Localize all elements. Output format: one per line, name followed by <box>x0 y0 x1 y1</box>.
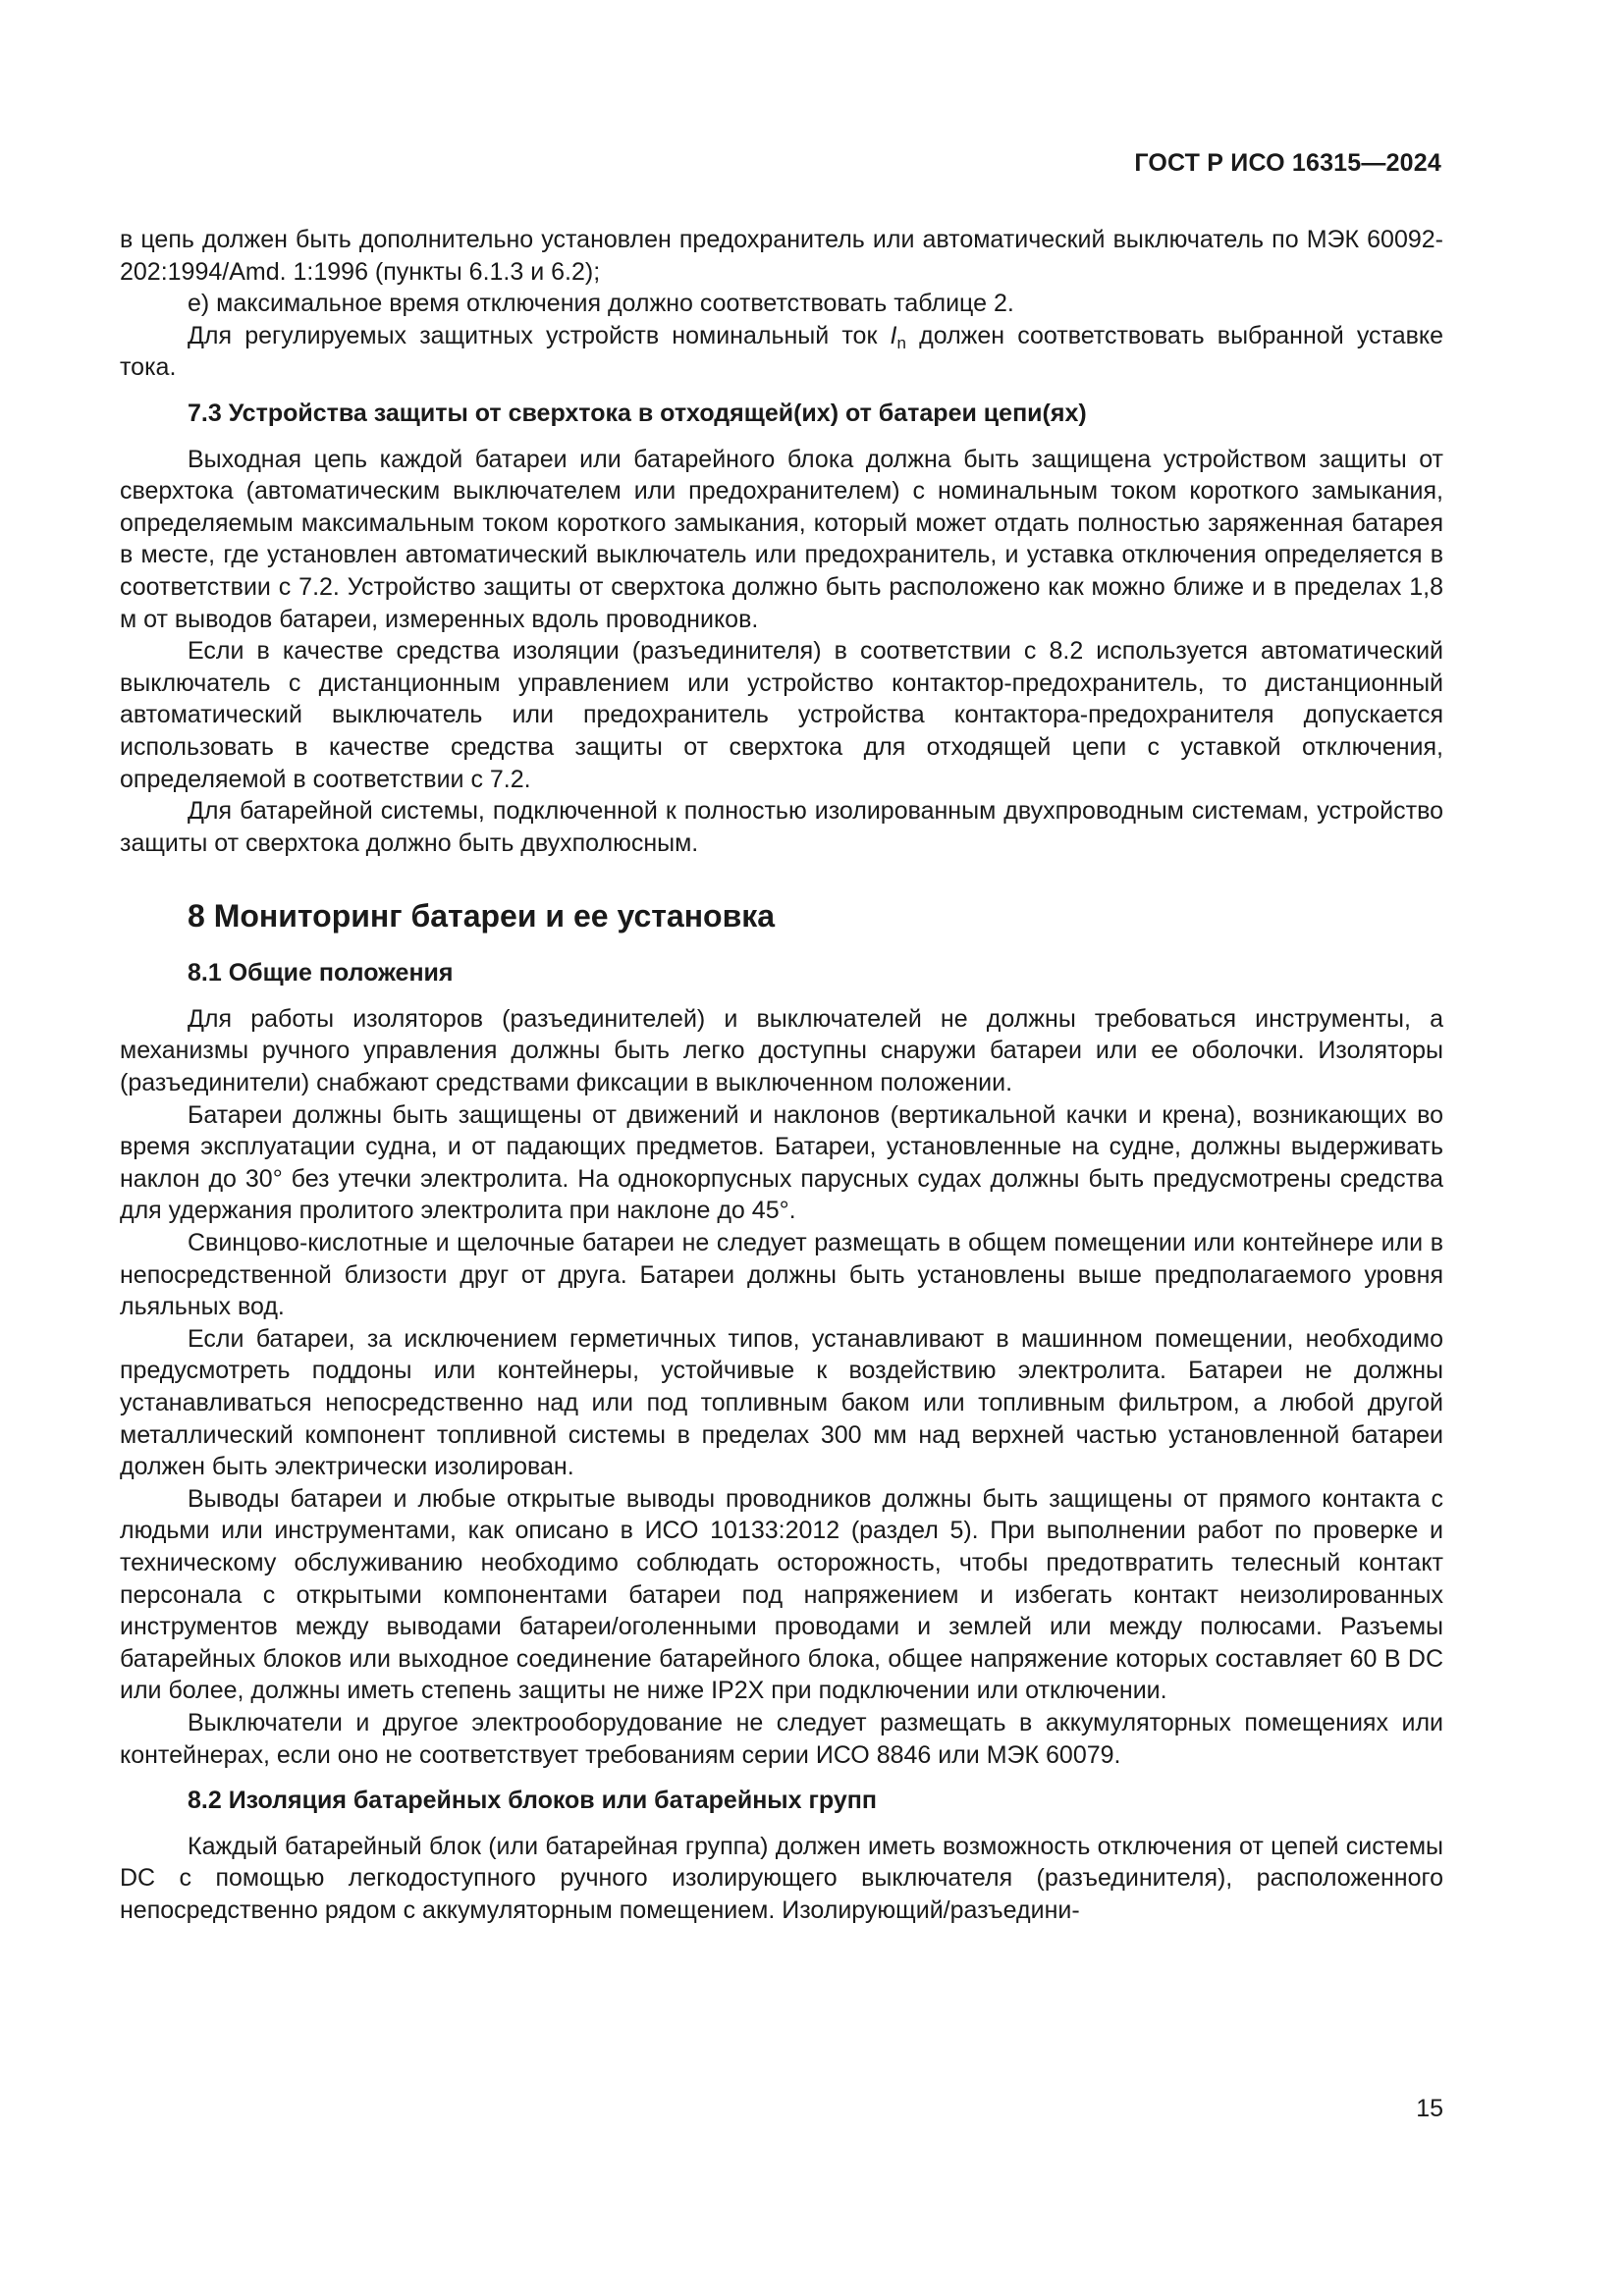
paragraph-intro: в цепь должен быть дополнительно установлен предохранитель или автоматический выключатель по МЭК 60092-202:1994/Amd. 1:1996 (пункты 6.1.3 и 6.2); <box>120 226 1443 286</box>
rated-current-symbol: I <box>890 321 897 349</box>
document-header-standard-id: ГОСТ Р ИСО 16315—2024 <box>1134 149 1441 177</box>
paragraph-adjustable-text-b: должен соответствовать выбранной уставке тока. <box>120 321 1444 382</box>
subsection-7-3-paragraph-1: Выходная цепь каждой батареи или батарейного блока должна быть защищена устройством защиты от сверхтока (автоматическим выключателем или предохранителем) с номинальным током короткого замыкания, определяемым максимальным током короткого замыкания, который может отдать полностью заряженная батарея в месте, где установлен автоматический выключатель или предохранитель, и уставка отключения определяется в соответствии с 7.2. Устройство защиты от сверхтока должно быть расположено как можно ближе и в пределах 1,8 м от выводов батареи, измеренных вдоль проводников. <box>120 445 1443 633</box>
subsection-8-1-paragraph-2: Батареи должны быть защищены от движений и наклонов (вертикальной качки и крена), возникающих во время эксплуатации судна, и от падающих предметов. Батареи, установленные на судне, должны выдерживать наклон до 30° без утечки электролита. На однокорпусных парусных судах должны быть предусмотрены средства для удержания пролитого электролита при наклоне до 45°. <box>120 1100 1443 1225</box>
subsection-8-1-paragraph-3: Свинцово-кислотные и щелочные батареи не следует размещать в общем помещении или контейнере или в непосредственной близости друг от друга. Батареи должны быть установлены выше предполагаемого уровня льяльных вод. <box>120 1229 1443 1321</box>
subsection-8-2-paragraph-1: Каждый батарейный блок (или батарейная группа) должен иметь возможность отключения от цепей системы DC с помощью легкодоступного ручного изолирующего выключателя (разъединителя), расположенного непосредственно рядом с аккумуляторным помещением. Изолирующий/разъедини- <box>120 1832 1443 1924</box>
section-8-title: 8 Мониторинг батареи и ее установка <box>188 898 776 934</box>
subsection-7-3-paragraph-2: Если в качестве средства изоляции (разъединителя) в соответствии с 8.2 используется автоматический выключатель с дистанционным управлением или устройство контактор-предохранитель, то дистанционный автоматический выключатель или предохранитель устройства контактора-предохранителя допускается использовать в качестве средства защиты от сверхтока для отходящей цепи с уставкой отключения, определяемой в соответствии с 7.2. <box>120 637 1443 793</box>
subsection-8-1-paragraph-1: Для работы изоляторов (разъединителей) и выключателей не должны требоваться инструменты, а механизмы ручного управления должны быть легко доступны снаружи батареи или ее оболочки. Изоляторы (разъединители) снабжают средствами фиксации в выключенном положении. <box>120 1004 1443 1097</box>
paragraph-adjustable-text-a: Для регулируемых защитных устройств номинальный ток <box>188 321 891 349</box>
subsection-8-2-title: 8.2 Изоляция батарейных блоков или батарейных групп <box>188 1787 877 1815</box>
subsection-8-1-paragraph-4: Если батареи, за исключением герметичных типов, устанавливают в машинном помещении, необходимо предусмотреть поддоны или контейнеры, устойчивые к воздействию электролита. Батареи не должны устанавливаться непосредственно над или под топливным баком или топливным фильтром, а любой другой металлический компонент топливной системы в пределах 300 мм над верхней частью установленной батареи должен быть электрически изолирован. <box>120 1324 1443 1481</box>
page-number: 15 <box>1416 2095 1443 2122</box>
paragraph-adjustable-devices <box>120 320 1443 384</box>
subsection-8-1-title: 8.1 Общие положения <box>188 959 454 988</box>
subsection-7-3-paragraph-3: Для батарейной системы, подключенной к полностью изолированным двухпроводным системам, устройство защиты от сверхтока должно быть двухполюсным. <box>120 797 1443 857</box>
document-body <box>120 224 1443 1927</box>
subsection-7-3-title: 7.3 Устройства защиты от сверхтока в отходящей(их) от батареи цепи(ях) <box>188 399 1087 427</box>
list-item-e: е) максимальное время отключения должно соответствовать таблице 2. <box>188 290 1014 318</box>
subsection-8-1-paragraph-6: Выключатели и другое электрооборудование не следует размещать в аккумуляторных помещениях или контейнерах, если оно не соответствует требованиям серии ИСО 8846 или МЭК 60079. <box>120 1708 1443 1769</box>
subsection-8-1-paragraph-5: Выводы батареи и любые открытые выводы проводников должны быть защищены от прямого контакта с людьми или инструментами, как описано в ИСО 10133:2012 (раздел 5). При выполнении работ по проверке и техническому обслуживанию необходимо соблюдать осторожность, чтобы предотвратить телесный контакт персонала с открытыми компонентами батареи под напряжением и избегать контакт неизолированных инструментов между выводами батареи/оголенными проводами и землей или между полюсами. Разъемы батарейных блоков или выходное соединение батарейного блока, общее напряжение которых составляет 60 В DC или более, должны иметь степень защиты не ниже IP2X при подключении или отключении. <box>120 1484 1443 1705</box>
rated-current-subscript: n <box>896 333 906 352</box>
